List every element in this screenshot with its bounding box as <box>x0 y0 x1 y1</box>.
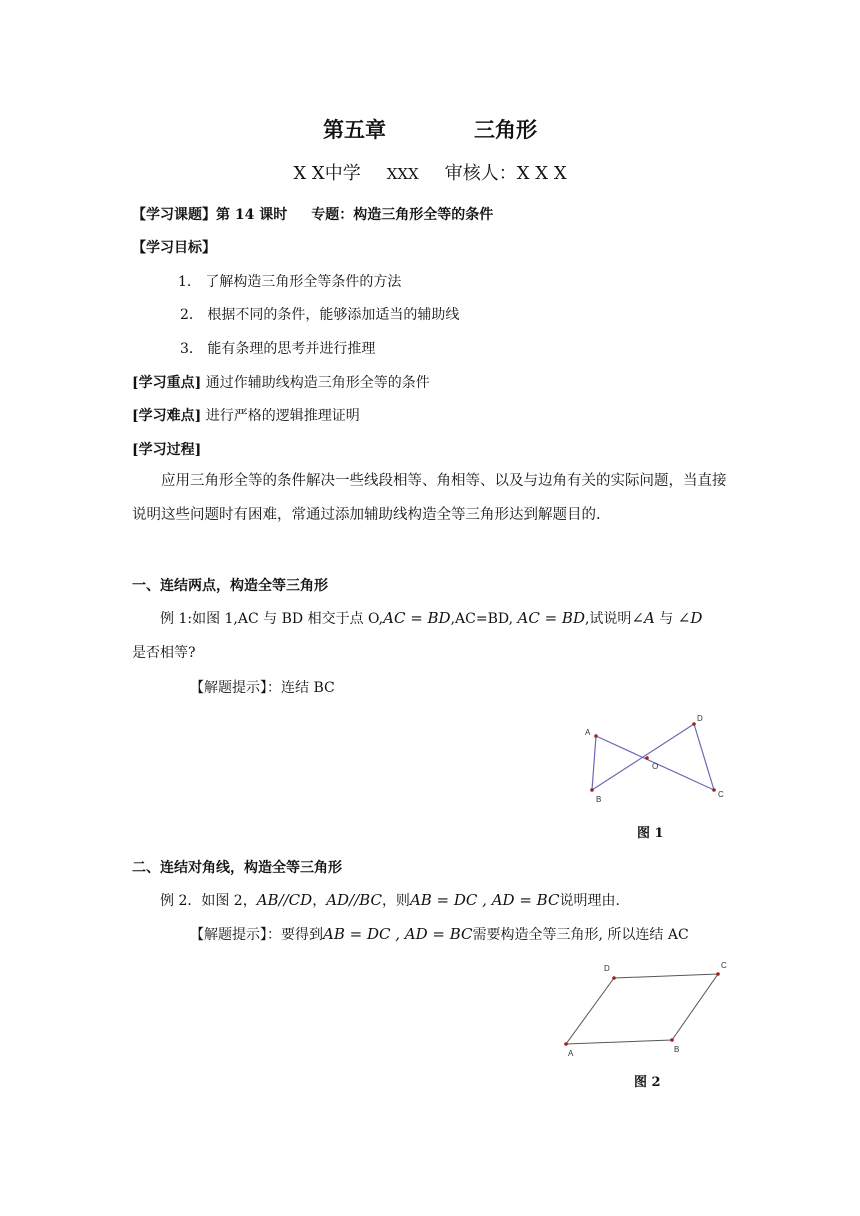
example2-math-1: AB//CD <box>256 891 313 909</box>
chapter-name: 三角形 <box>474 117 537 142</box>
goal-item-2: 2． 根据不同的条件，能够添加适当的辅助线 <box>180 307 460 323</box>
example2-text-b: ，则 <box>381 893 410 909</box>
parallelogram-abcd <box>566 974 718 1044</box>
example1-math-2: AC = BD <box>517 609 585 627</box>
fig2-label-b: B <box>674 1045 680 1054</box>
example2-line <box>160 890 620 910</box>
reviewer: 审核人：X X X <box>444 163 567 184</box>
process-label: [学习过程] <box>132 442 202 458</box>
section2-heading: 二、连结对角线，构造全等三角形 <box>132 860 342 876</box>
fig1-label-o: O <box>652 762 659 771</box>
fig1-label-b: B <box>596 795 602 804</box>
key-point-label: [学习重点] <box>132 375 202 391</box>
lesson-topic: 专题：构造三角形全等的条件 <box>311 207 494 223</box>
example1-text-a: 例 1:如图 1,AC 与 BD 相交于点 O, <box>160 611 384 627</box>
example1-math-4: ∠D <box>677 609 703 627</box>
example2-hint <box>190 924 689 944</box>
fig2-label-a: A <box>568 1049 574 1058</box>
example2-text-c: 说明理由. <box>559 893 620 909</box>
page-subtitle <box>0 159 860 185</box>
example1-hint: 【解题提示】：连结 BC <box>190 680 335 696</box>
segment-ab <box>592 736 596 790</box>
example1-text-d: 与 <box>654 611 678 627</box>
example2-sep: ， <box>312 893 327 909</box>
figure-1 <box>576 706 736 810</box>
fig1-label-c: C <box>718 790 724 799</box>
example2-hint-b: 需要构造全等三角形, 所以连结 AC <box>472 927 689 943</box>
example1-line <box>160 608 702 628</box>
author-name: XXX <box>386 165 419 183</box>
figure-1-caption: 图 1 <box>637 826 664 841</box>
example2-text-a: 例 2．如图 2， <box>160 893 257 909</box>
figure-2-caption: 图 2 <box>634 1075 661 1090</box>
section1-heading: 一、连结两点，构造全等三角形 <box>132 578 328 594</box>
difficulty-text: 进行严格的逻辑推理证明 <box>201 408 360 424</box>
example2-hint-a: 【解题提示】：要得到 <box>190 927 323 943</box>
key-point <box>132 372 430 392</box>
difficulty <box>132 405 360 425</box>
example1-math-3: ∠A <box>631 609 655 627</box>
segment-bd <box>592 724 694 790</box>
key-point-text: 通过作辅助线构造三角形全等的条件 <box>201 375 430 391</box>
goal-item-3: 3． 能有条理的思考并进行推理 <box>180 341 376 357</box>
fig1-label-d: D <box>697 714 703 723</box>
example2-math-3: AB = DC , AD = BC <box>409 891 560 909</box>
segment-dc <box>694 724 714 790</box>
school-name: X X中学 <box>293 163 361 184</box>
difficulty-label: [学习难点] <box>132 408 202 424</box>
example2-math-2: AD//BC <box>326 891 382 909</box>
chapter-label: 第五章 <box>323 117 386 142</box>
example2-hint-math: AB = DC , AD = BC <box>323 925 473 943</box>
example1-math-1: AC = BD <box>383 609 451 627</box>
example1-line-2: 是否相等? <box>132 645 196 661</box>
intro-paragraph: 应用三角形全等的条件解决一些线段相等、角相等、以及与边角有关的实际问题，当直接说明这些问题时有困难，常通过添加辅助线构造全等三角形达到解题目的. <box>132 473 727 523</box>
lesson-label: 【学习课题】第 14 课时 <box>132 207 288 223</box>
figure-2 <box>556 956 736 1064</box>
fig2-label-c: C <box>721 961 727 970</box>
fig1-label-a: A <box>585 728 591 737</box>
goals-heading: 【学习目标】 <box>132 240 216 256</box>
lesson-line <box>132 204 493 224</box>
example1-text-c: ,试说明 <box>584 611 632 627</box>
example1-text-b: ,AC=BD, <box>450 611 514 627</box>
fig2-label-d: D <box>604 964 610 973</box>
goal-item-1: 1． 了解构造三角形全等条件的方法 <box>178 274 402 290</box>
page-title <box>0 114 860 144</box>
